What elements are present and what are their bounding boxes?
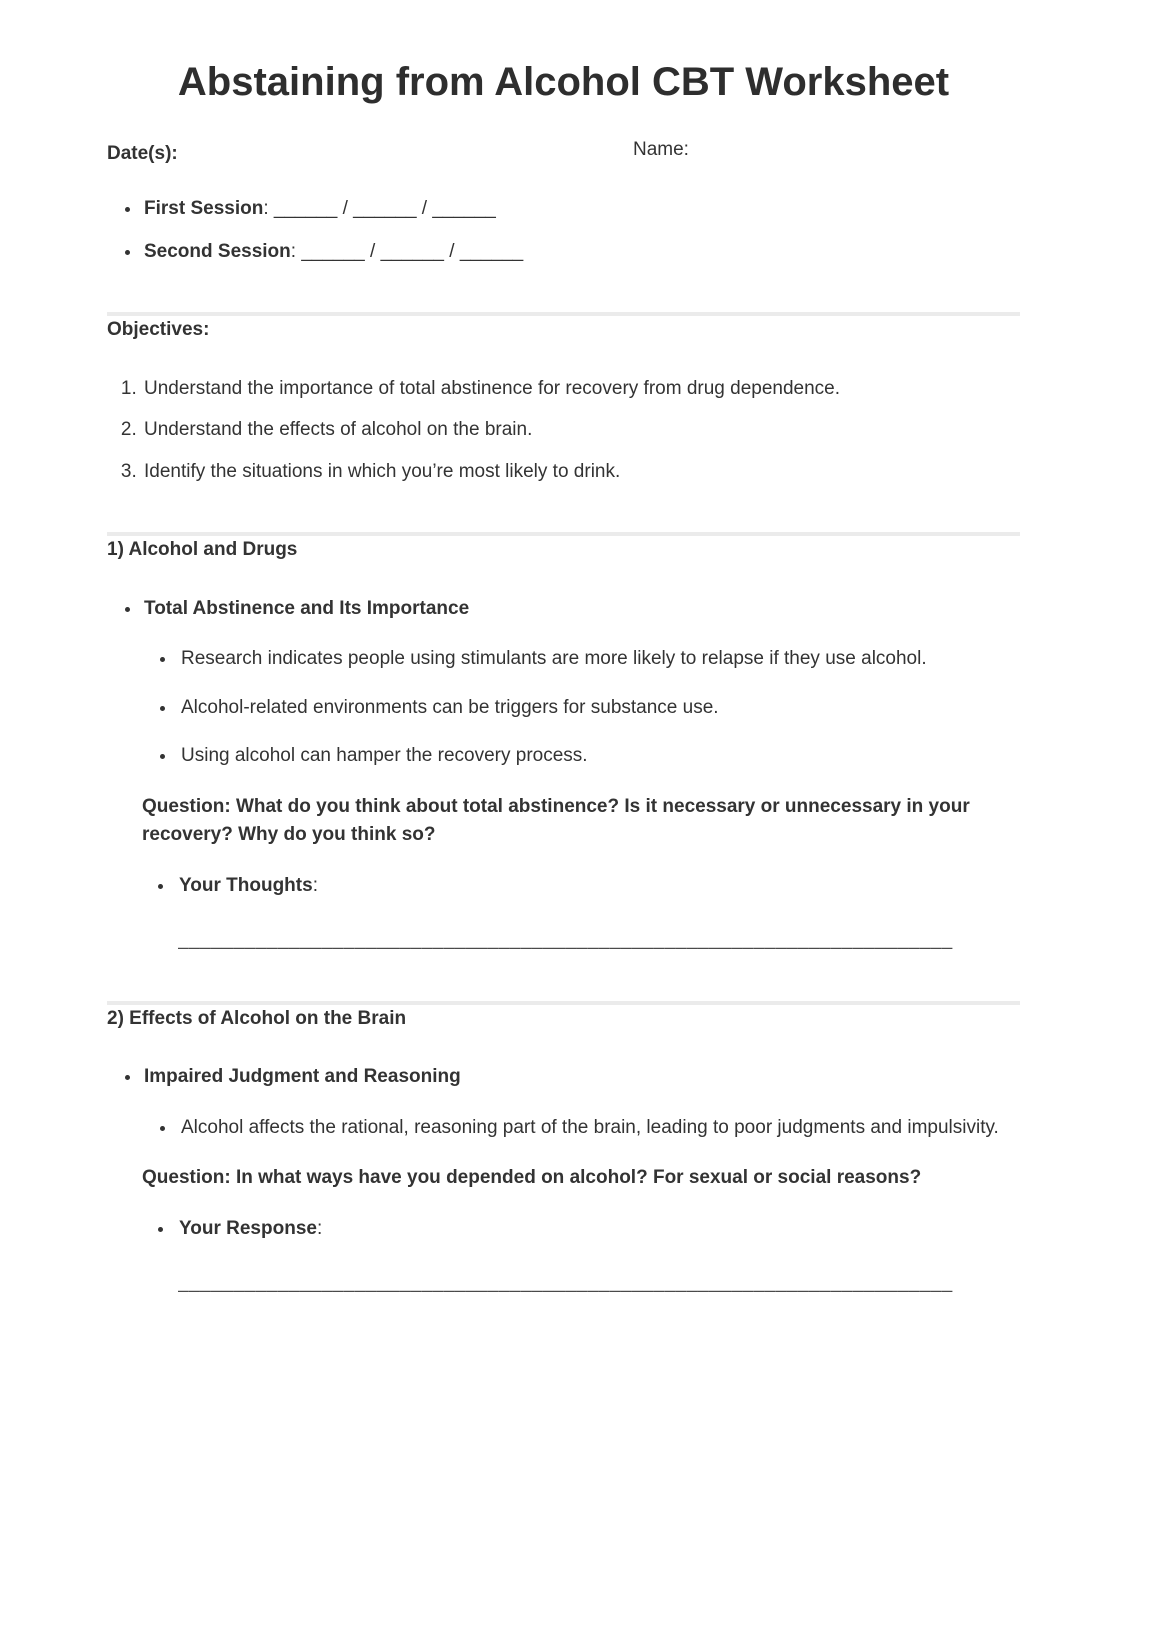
response-label: Your Thoughts [179,874,313,896]
topic-label: Total Abstinence and Its Importance [144,597,470,619]
objective-item: 3. Identify the situations in which you’re most likely to drink. [142,458,1020,487]
point-item: • Alcohol-related environments can be triggers for substance use. [177,694,1011,723]
response-colon: : [312,874,318,896]
objective-item: 1. Understand the importance of total abstinence for recovery from drug dependence. [142,375,1020,404]
point-item: • Research indicates people using stimulants are more likely to relapse if they use alcohol. [177,645,1011,674]
point-item: • Using alcohol can hamper the recovery process. [177,742,1011,771]
session-item-first [142,195,1020,224]
topic-item [142,595,1020,771]
session-list [107,195,1020,266]
section-2-response-list [107,1215,1020,1244]
name-label: Name: [633,139,689,160]
topic-item [142,1063,1020,1142]
section-1-response-list [107,872,1020,901]
response-colon: : [316,1217,323,1239]
section-1-topic-list [107,595,1020,771]
session-blanks: : ______ / ______ / ______ [263,198,496,219]
section-2-topic-list [107,1063,1020,1142]
section-2-answer-line: ______________________________________________________________________ [178,1272,953,1293]
page-title: Abstaining from Alcohol CBT Worksheet [177,60,950,104]
dates-label: Date(s): [107,143,178,164]
section-2-question: Question: In what ways have you depended on alcohol? For sexual or social reasons? [142,1167,922,1188]
session-label: First Session [144,198,264,219]
section-1-question: Question: What do you think about total abstinence? Is it necessary or unnecessary in your recovery? Why do you think so? [142,795,970,845]
point-item: • Alcohol affects the rational, reasoning part of the brain, leading to poor judgments and impulsivity. [177,1114,1011,1143]
section-2-heading: 2) Effects of Alcohol on the Brain [107,1007,407,1029]
objectives-heading: Objectives: [107,319,210,340]
section-2-points-list [144,1114,1020,1143]
section-1-answer-line: ______________________________________________________________________ [178,929,953,950]
session-item-second [142,238,1020,267]
session-label: Second Session [144,240,291,262]
meta-row [107,140,1020,169]
response-item [175,872,1020,901]
objective-item: 2. Understand the effects of alcohol on the brain. [142,416,1020,445]
response-label: Your Response [179,1217,317,1239]
topic-label: Impaired Judgment and Reasoning [144,1066,461,1087]
session-blanks: : ______ / ______ / ______ [290,240,524,262]
objectives-list [107,375,1020,487]
response-item [175,1215,1020,1244]
section-1-points-list [144,645,1020,771]
section-1-heading: 1) Alcohol and Drugs [107,539,298,560]
